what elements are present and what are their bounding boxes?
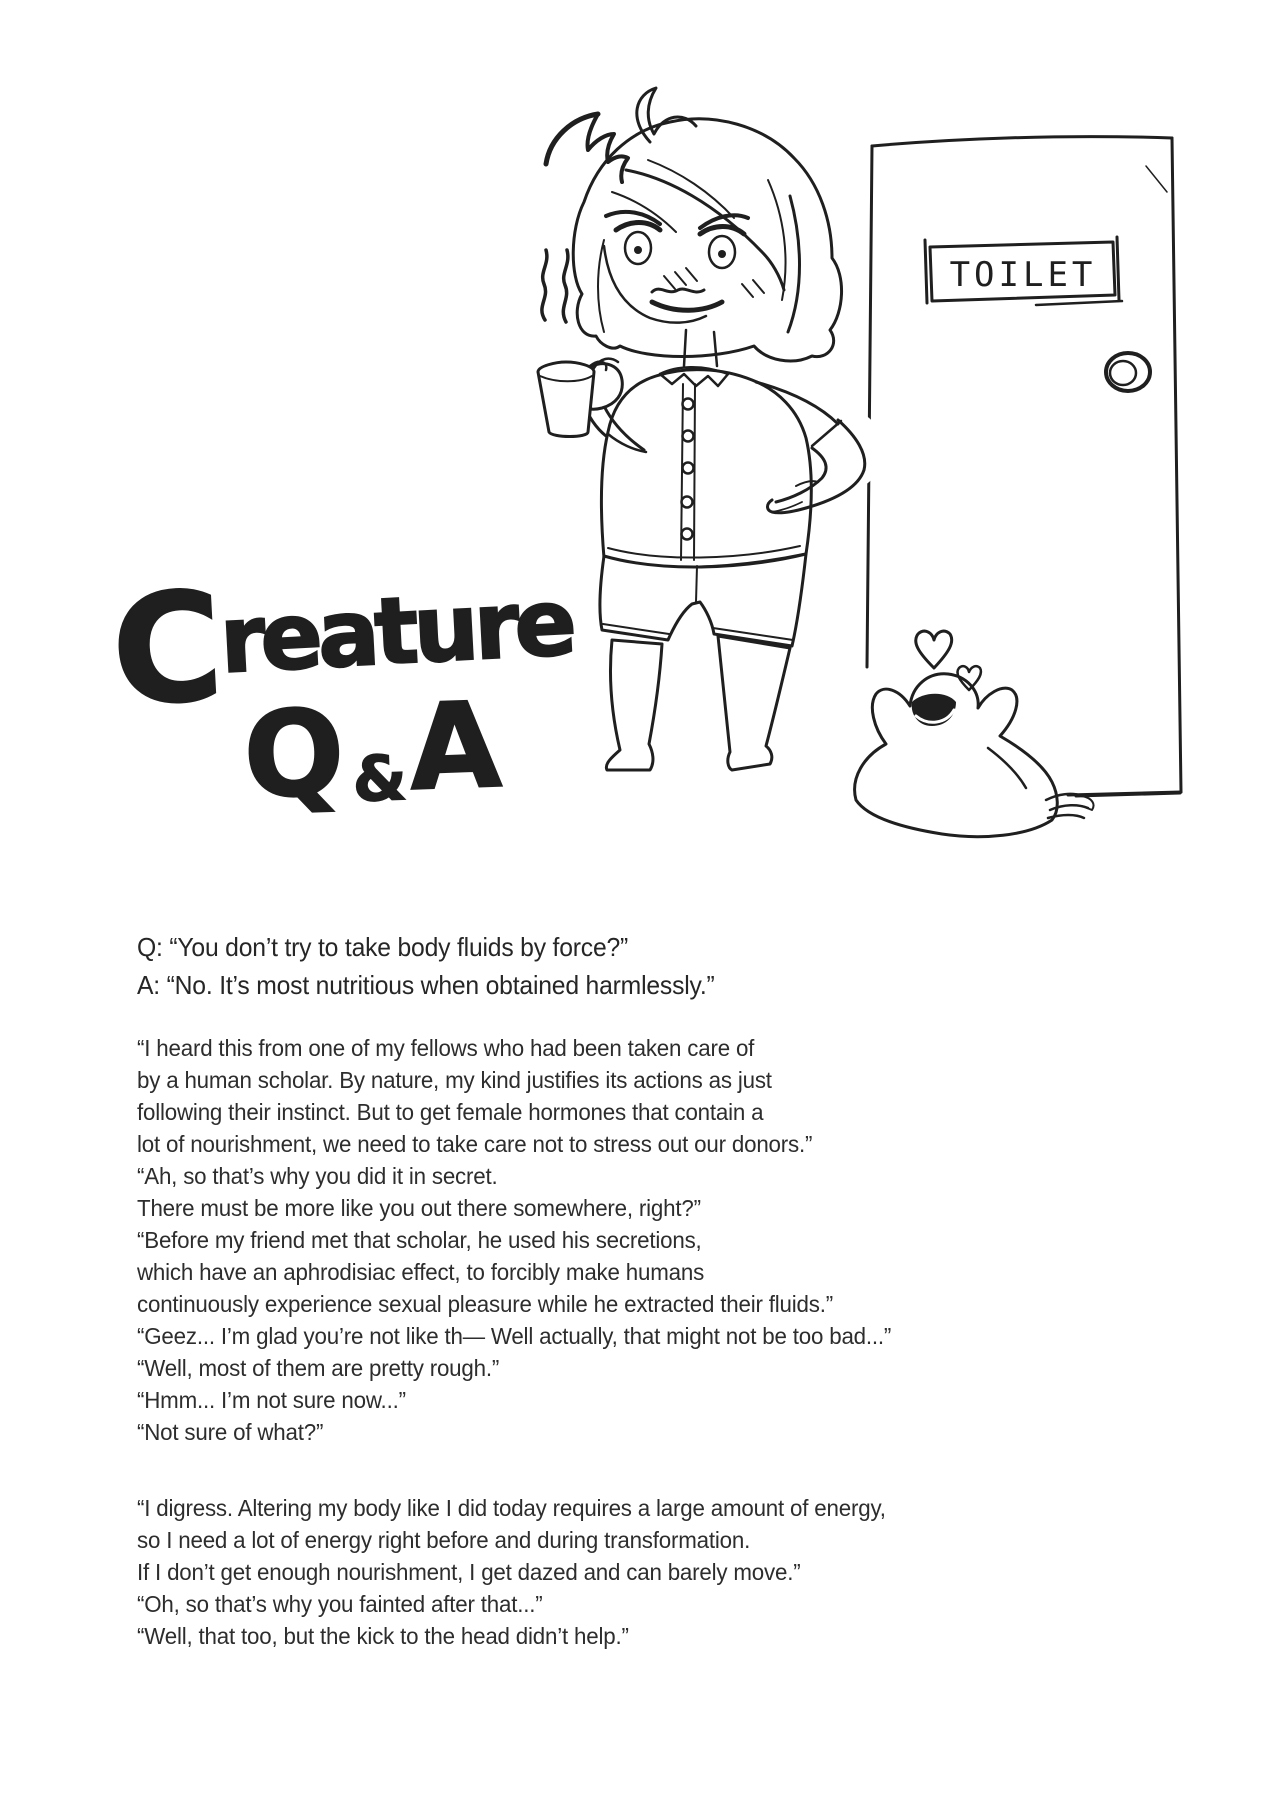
dialogue-line: “Well, that too, but the kick to the head didn’t help.” [137, 1623, 629, 1649]
dialogue-line: so I need a lot of energy right before and during transformation. [137, 1527, 751, 1553]
heart-icon [916, 631, 952, 668]
dialogue-line: “I digress. Altering my body like I did today requires a large amount of energy, [137, 1495, 886, 1521]
title-q: Q [241, 683, 347, 825]
dialogue-line: “Hmm... I’m not sure now...” [137, 1387, 406, 1413]
qa-block [137, 928, 1163, 1004]
girl-figure [538, 88, 882, 770]
dialogue-line: following their instinct. But to get female hormones that contain a [137, 1099, 764, 1125]
dialogue-line: lot of nourishment, we need to take care not to stress out our donors.” [137, 1131, 813, 1157]
creature-figure [855, 631, 1094, 837]
dialogue-line: “Not sure of what?” [137, 1419, 324, 1445]
dialogue-line: by a human scholar. By nature, my kind justifies its actions as just [137, 1067, 772, 1093]
dialogue-line: There must be more like you out there somewhere, right?” [137, 1195, 701, 1221]
dialogue-line: “Geez... I’m glad you’re not like th— Well actually, that might not be too bad...” [137, 1323, 892, 1349]
dialogue-line: “Oh, so that’s why you fainted after that...” [137, 1591, 543, 1617]
doorknob [1106, 353, 1150, 391]
toilet-sign-label: TOILET [949, 255, 1097, 295]
qa-answer: A: “No. It’s most nutritious when obtained harmlessly.” [137, 970, 715, 1000]
dialogue-line: “Ah, so that’s why you did it in secret. [137, 1163, 498, 1189]
dialogue-paragraph-2 [137, 1492, 1163, 1652]
toilet-sign [925, 237, 1122, 305]
dialogue-paragraph-1 [137, 1032, 1163, 1448]
qa-question: Q: “You don’t try to take body fluids by force?” [137, 932, 629, 962]
title-lettering-line2 [241, 676, 503, 825]
title-word: reature [217, 568, 575, 695]
dialogue-line: If I don’t get enough nourishment, I get dazed and can barely move.” [137, 1559, 801, 1585]
title-initial: C [107, 560, 227, 740]
title-a: A [407, 675, 504, 817]
dialogue-line: “Before my friend met that scholar, he used his secretions, [137, 1227, 702, 1253]
dialogue-line: which have an aphrodisiac effect, to forcibly make humans [137, 1259, 705, 1285]
dialogue-line: continuously experience sexual pleasure while he extracted their fluids.” [137, 1291, 833, 1317]
dialogue-line: “Well, most of them are pretty rough.” [137, 1355, 500, 1381]
text-column [137, 928, 1163, 1652]
dialogue-line: “I heard this from one of my fellows who had been taken care of [137, 1035, 755, 1061]
title-ampersand: & [351, 741, 408, 816]
